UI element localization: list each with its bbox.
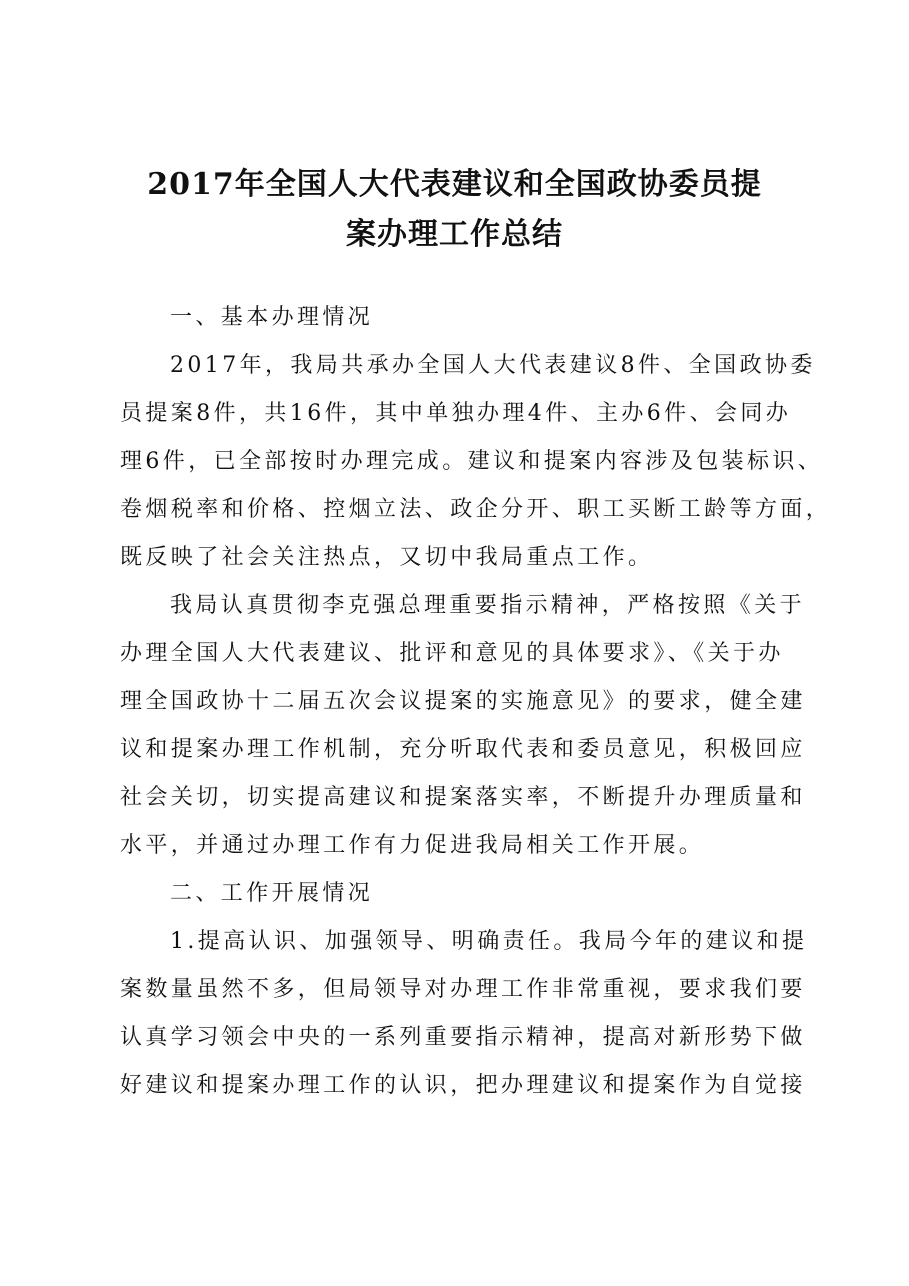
paragraph-line: 社会关切，切实提高建议和提案落实率，不断提升办理质量和 (120, 785, 806, 810)
paragraph-line: 员提案8件，共16件，其中单独办理4件、主办6件、会同办 (120, 401, 792, 426)
paragraph-line: 水平，并通过办理工作有力促进我局相关工作开展。 (120, 833, 705, 858)
paragraph-line: 我局认真贯彻李克强总理重要指示精神，严格按照《关于 (170, 593, 806, 618)
section-heading-basic: 一、基本办理情况 (170, 305, 374, 330)
paragraph-line: 办理全国人大代表建议、批评和意见的具体要求》、《关于办 (120, 641, 784, 666)
document-title-line-1: 2017年全国人大代表建议和全国政协委员提 (147, 167, 762, 202)
paragraph-line: 理6件，已全部按时办理完成。建议和提案内容涉及包装标识、 (120, 449, 824, 474)
section-heading-work: 二、工作开展情况 (170, 881, 374, 906)
paragraph-line: 议和提案办理工作机制，充分听取代表和委员意见，积极回应 (120, 737, 806, 762)
paragraph-line: 理全国政协十二届五次会议提案的实施意见》的要求，健全建 (120, 689, 806, 714)
paragraph-line: 2017年，我局共承办全国人大代表建议8件、全国政协委 (170, 353, 816, 378)
paragraph-line: 1.提高认识、加强领导、明确责任。我局今年的建议和提 (170, 929, 808, 954)
paragraph-line: 认真学习领会中央的一系列重要指示精神，提高对新形势下做 (120, 1025, 806, 1050)
document-title-line-2: 案办理工作总结 (346, 217, 563, 252)
paragraph-line: 好建议和提案办理工作的认识，把办理建议和提案作为自觉接 (120, 1073, 806, 1098)
paragraph-line: 案数量虽然不多，但局领导对办理工作非常重视，要求我们要 (120, 977, 806, 1002)
paragraph-line: 既反映了社会关注热点，又切中我局重点工作。 (120, 545, 654, 570)
paragraph-line: 卷烟税率和价格、控烟立法、政企分开、职工买断工龄等方面， (120, 497, 832, 522)
